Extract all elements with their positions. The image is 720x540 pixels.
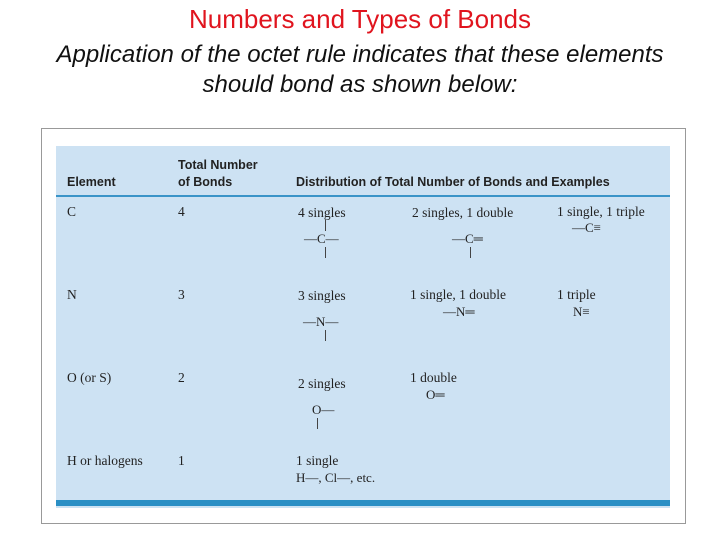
header-total-line1: Total Number xyxy=(178,158,258,172)
row-c-dist1-label: 4 singles xyxy=(298,205,346,220)
row-c-element: C xyxy=(67,204,77,219)
row-o-element: O (or S) xyxy=(67,370,112,385)
row-n-element: N xyxy=(67,287,77,302)
header-rule xyxy=(56,195,670,197)
header-total-line2: of Bonds xyxy=(178,175,233,189)
row-n-total: 3 xyxy=(178,287,185,302)
bond-table xyxy=(56,146,670,508)
bond-line xyxy=(325,330,326,341)
row-h-dist1-label: 1 single xyxy=(296,453,339,468)
row-o-total: 2 xyxy=(178,370,185,385)
bond-line xyxy=(325,220,326,231)
header-element: Element xyxy=(67,175,116,189)
row-c-dist3-structure: —C≡ xyxy=(572,220,602,235)
table-bottom-rule xyxy=(56,500,670,506)
slide-subtitle: Application of the octet rule indicates that these elements should bond as shown below: xyxy=(56,41,664,98)
bond-line xyxy=(325,247,326,258)
row-n-dist1-label: 3 singles xyxy=(298,288,346,303)
row-h-total: 1 xyxy=(178,453,185,468)
bond-line xyxy=(317,418,318,429)
header-distribution: Distribution of Total Number of Bonds and Examples xyxy=(296,175,610,189)
row-o-dist1-label: 2 singles xyxy=(298,376,346,391)
row-c-dist2-structure: —C═ xyxy=(452,231,483,246)
row-n-dist2-label: 1 single, 1 double xyxy=(410,287,506,302)
row-o-dist2-structure: O═ xyxy=(426,387,445,402)
row-n-dist3-label: 1 triple xyxy=(557,287,596,302)
row-o-dist2-label: 1 double xyxy=(410,370,457,385)
row-c-dist2-label: 2 singles, 1 double xyxy=(412,205,514,220)
row-h-dist1-structure: H—, Cl—, etc. xyxy=(296,470,376,485)
row-n-dist3-structure: N≡ xyxy=(573,304,590,319)
row-n-dist2-structure: —N═ xyxy=(443,304,475,319)
row-h-element: H or halogens xyxy=(67,453,143,468)
bond-line xyxy=(470,247,471,258)
row-o-dist1-structure: O— xyxy=(312,402,335,417)
row-c-total: 4 xyxy=(178,204,185,219)
slide-title: Numbers and Types of Bonds xyxy=(188,4,532,34)
row-c-dist1-structure: —C— xyxy=(304,231,339,246)
row-n-dist1-structure: —N— xyxy=(303,314,339,329)
row-c-dist3-label: 1 single, 1 triple xyxy=(557,204,645,219)
